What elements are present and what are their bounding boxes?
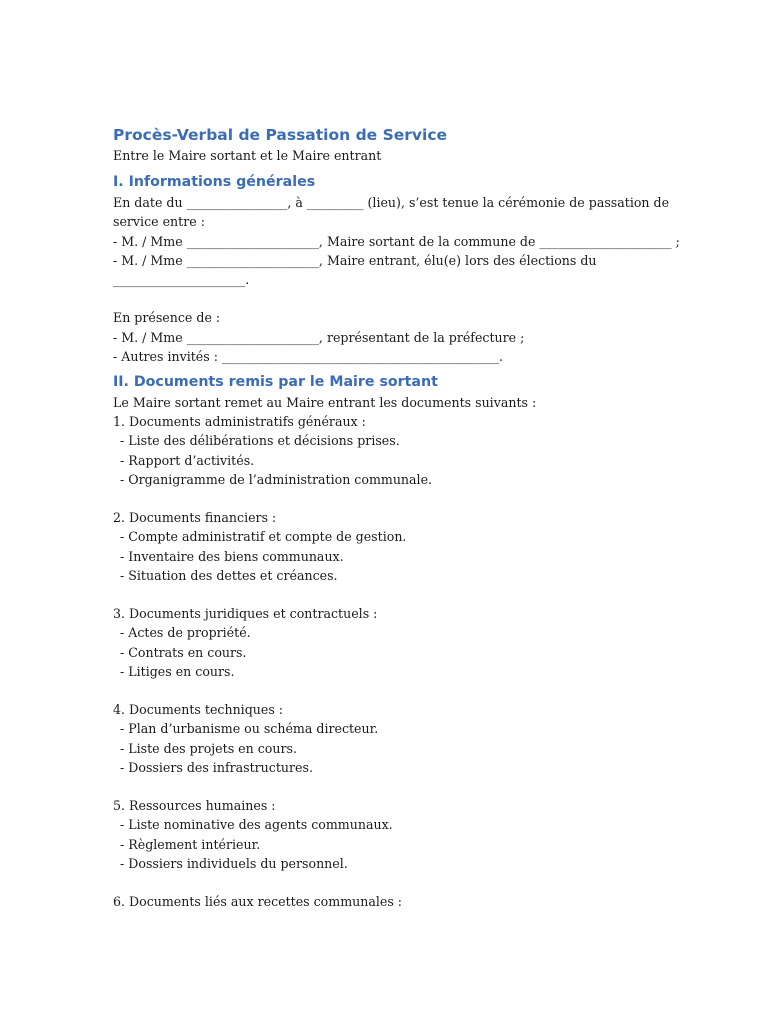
spacer xyxy=(113,681,673,700)
list-item: - Situation des dettes et créances. xyxy=(120,567,338,583)
list-item: - Plan d’urbanisme ou schéma directeur. xyxy=(120,721,379,737)
document-group xyxy=(113,892,673,911)
documents-intro: Le Maire sortant remet au Maire entrant les documents suivants : xyxy=(113,395,537,411)
presence-prefecture: - M. / Mme _____________________, représentant de la préfecture ; xyxy=(113,329,525,345)
list-item: - Compte administratif et compte de gestion. xyxy=(120,529,407,545)
presence-label: En présence de : xyxy=(113,310,221,326)
document-subtitle: Entre le Maire sortant et le Maire entrant xyxy=(113,148,382,163)
document-group xyxy=(113,412,673,508)
list-item: - Règlement intérieur. xyxy=(120,836,261,852)
list-item: - Dossiers individuels du personnel. xyxy=(120,855,348,871)
list-item: - Litiges en cours. xyxy=(120,663,235,679)
document-group xyxy=(113,796,673,892)
spacer xyxy=(113,777,673,796)
document-group xyxy=(113,508,673,604)
document-group xyxy=(113,604,673,700)
document-page xyxy=(113,124,680,911)
group-title: 2. Documents financiers : xyxy=(113,510,277,526)
document-title: Procès-Verbal de Passation de Service xyxy=(113,126,448,144)
group-title: 6. Documents liés aux recettes communales : xyxy=(113,894,403,910)
spacer xyxy=(113,585,673,604)
spacer xyxy=(113,289,673,308)
group-title: 5. Ressources humaines : xyxy=(113,798,276,814)
spacer xyxy=(113,873,673,892)
list-item: - Actes de propriété. xyxy=(120,625,251,641)
group-title: 1. Documents administratifs généraux : xyxy=(113,414,366,430)
info-date-line: En date du ________________, à _________ (lieu), s’est tenue la cérémonie de passation de xyxy=(113,195,670,211)
list-item: - Inventaire des biens communaux. xyxy=(120,548,344,564)
list-item: - Liste nominative des agents communaux. xyxy=(120,817,393,833)
info-incoming-mayor-cont: _____________________. xyxy=(113,272,250,288)
list-item: - Liste des projets en cours. xyxy=(120,740,297,756)
group-title: 4. Documents techniques : xyxy=(113,702,284,718)
info-date-line-cont: service entre : xyxy=(113,214,205,230)
section-1-heading: I. Informations générales xyxy=(113,174,316,191)
info-outgoing-mayor: - M. / Mme _____________________, Maire sortant de la commune de _____________________ ; xyxy=(113,233,680,249)
section-2-heading: II. Documents remis par le Maire sortant xyxy=(113,374,438,391)
spacer xyxy=(113,489,673,508)
presence-guests: - Autres invités : ____________________________________________. xyxy=(113,348,504,364)
list-item: - Rapport d’activités. xyxy=(120,452,255,468)
list-item: - Liste des délibérations et décisions prises. xyxy=(120,433,400,449)
list-item: - Contrats en cours. xyxy=(120,644,247,660)
group-title: 3. Documents juridiques et contractuels : xyxy=(113,606,378,622)
info-incoming-mayor: - M. / Mme _____________________, Maire entrant, élu(e) lors des élections du xyxy=(113,252,597,268)
document-group xyxy=(113,700,673,796)
list-item: - Organigramme de l’administration communale. xyxy=(120,471,433,487)
list-item: - Dossiers des infrastructures. xyxy=(120,759,313,775)
